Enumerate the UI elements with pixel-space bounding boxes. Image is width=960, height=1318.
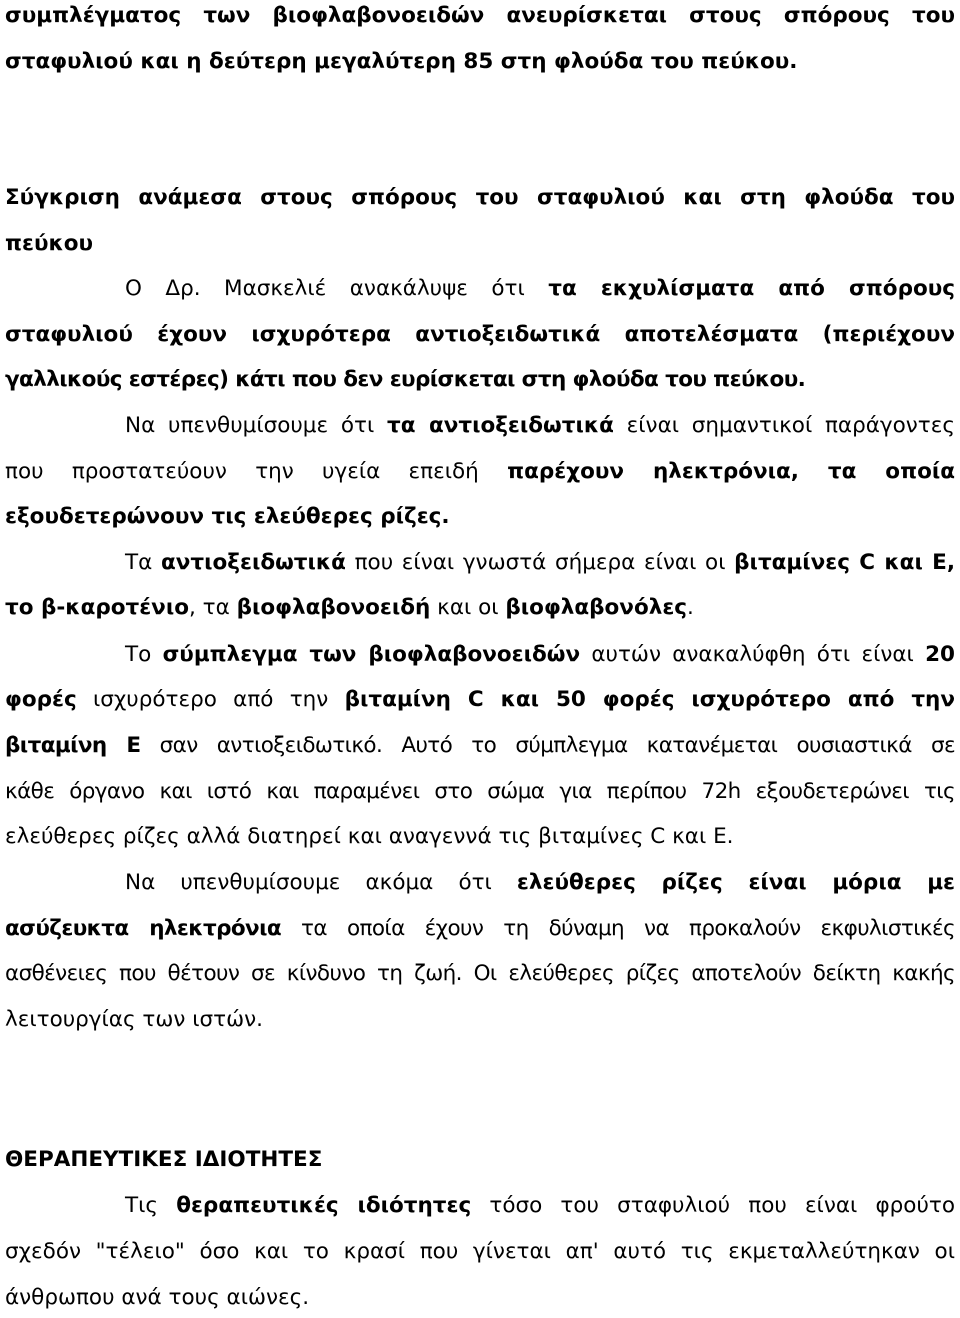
paragraph-5-line-1 [125,867,955,899]
paragraph-3-line-2 [5,592,955,624]
paragraph-5-line-4: λειτουργίας των ιστών. [5,1007,263,1032]
emphasis: τα εκχυλίσματα από σπόρους [548,276,955,301]
therapeutic-heading: ΘΕΡΑΠΕΥΤΙΚΕΣ ΙΔΙΟΤΗΤΕΣ [5,1147,323,1172]
emphasis: ελεύθερες ρίζες είναι μόρια με [516,870,955,895]
emphasis: βιταμίνες C και E, [734,550,956,575]
text: ισχυρότερο από την [76,687,345,712]
text: Να υπενθυμίσουμε ότι [125,413,388,438]
emphasis: παρέχουν ηλεκτρόνια, τα οποία [507,459,956,484]
emphasis: ασύζευκτα ηλεκτρόνια [5,916,282,941]
comparison-heading-line-1: Σύγκριση ανάμεσα στους σπόρους του σταφυλιού και στη φλούδα του [5,185,955,210]
text: που είναι γνωστά σήμερα είναι οι [345,550,735,575]
therapeutic-paragraph-line-2: σχεδόν "τέλειο" όσο και το κρασί που γίνεται απ' αυτό τις εκμεταλλεύτηκαν οι [5,1239,955,1264]
text: και οι [430,595,506,620]
emphasis: τα αντιοξειδωτικά [387,413,614,438]
emphasis: βιταμίνη C και 50 φορές ισχυρότερο από την [344,687,955,712]
emphasis: σύμπλεγμα των βιοφλαβονοειδών [162,642,581,667]
therapeutic-paragraph-line-3: άνθρωπου ανά τους αιώνες. [5,1285,310,1310]
text: . [687,595,694,620]
text: Τα [125,550,161,575]
emphasis: το β-καροτένιο [5,595,189,620]
emphasis: αντιοξειδωτικά [160,550,346,575]
emphasis: βιοφλαβονόλες [505,595,688,620]
paragraph-2-line-2 [5,456,955,488]
text: είναι σημαντικοί παράγοντες [613,413,955,438]
paragraph-5-line-3: ασθένειες που θέτουν σε κίνδυνο τη ζωή. Οι ελεύθερες ρίζες αποτελούν δείκτη κακής [5,961,955,986]
paragraph-1-line-2: σταφυλιού έχουν ισχυρότερα αντιοξειδωτικά αποτελέσματα (περιέχουν [5,322,955,347]
paragraph-5-line-2 [5,913,955,945]
emphasis: βιοφλαβονοειδή [236,595,431,620]
therapeutic-paragraph-line-1 [125,1190,955,1222]
paragraph-4-line-4: κάθε όργανο και ιστό και παραμένει στο σώμα για περίπου 72h εξουδετερώνει τις [5,779,955,804]
text: αυτών ανακαλύφθη ότι είναι [580,642,926,667]
text: που προστατεύουν την υγεία επειδή [5,459,508,484]
intro-line-1: συμπλέγματος των βιοφλαβονοειδών ανευρίσκεται στους σπόρους του [5,3,955,28]
paragraph-4-line-3 [5,730,955,762]
paragraph-4-line-5: ελεύθερες ρίζες αλλά διατηρεί και αναγεννά τις βιταμίνες C και E. [5,824,734,849]
text: σαν αντιοξειδωτικό. Αυτό το σύμπλεγμα κατανέμεται ουσιαστικά σε [140,733,955,758]
intro-line-2: σταφυλιού και η δεύτερη μεγαλύτερη 85 στη φλούδα του πεύκου. [5,49,798,74]
paragraph-4-line-1 [125,639,955,671]
text: , τα [188,595,237,620]
text: Ο Δρ. Μασκελιέ ανακάλυψε ότι [125,276,549,301]
text: τόσο του σταφυλιού που είναι φρούτο [471,1193,955,1218]
paragraph-2-line-1 [125,410,955,442]
paragraph-3-line-1 [125,547,955,579]
emphasis: φορές [5,687,77,712]
paragraph-2-line-3: εξουδετερώνουν τις ελεύθερες ρίζες. [5,504,450,529]
emphasis: βιταμίνη E [5,733,141,758]
paragraph-1-line-1 [125,273,955,305]
paragraph-4-line-2 [5,684,955,716]
comparison-heading-line-2: πεύκου [5,231,94,256]
emphasis: 20 [925,642,955,667]
emphasis: θεραπευτικές ιδιότητες [176,1193,472,1218]
text: Το [125,642,163,667]
text: τα οποία έχουν τη δύναμη να προκαλούν εκφυλιστικές [281,916,955,941]
text: Να υπενθυμίσουμε ακόμα ότι [125,870,517,895]
paragraph-1-line-3: γαλλικούς εστέρες) κάτι που δεν ευρίσκεται στη φλούδα του πεύκου. [5,367,806,392]
text: Τις [125,1193,177,1218]
